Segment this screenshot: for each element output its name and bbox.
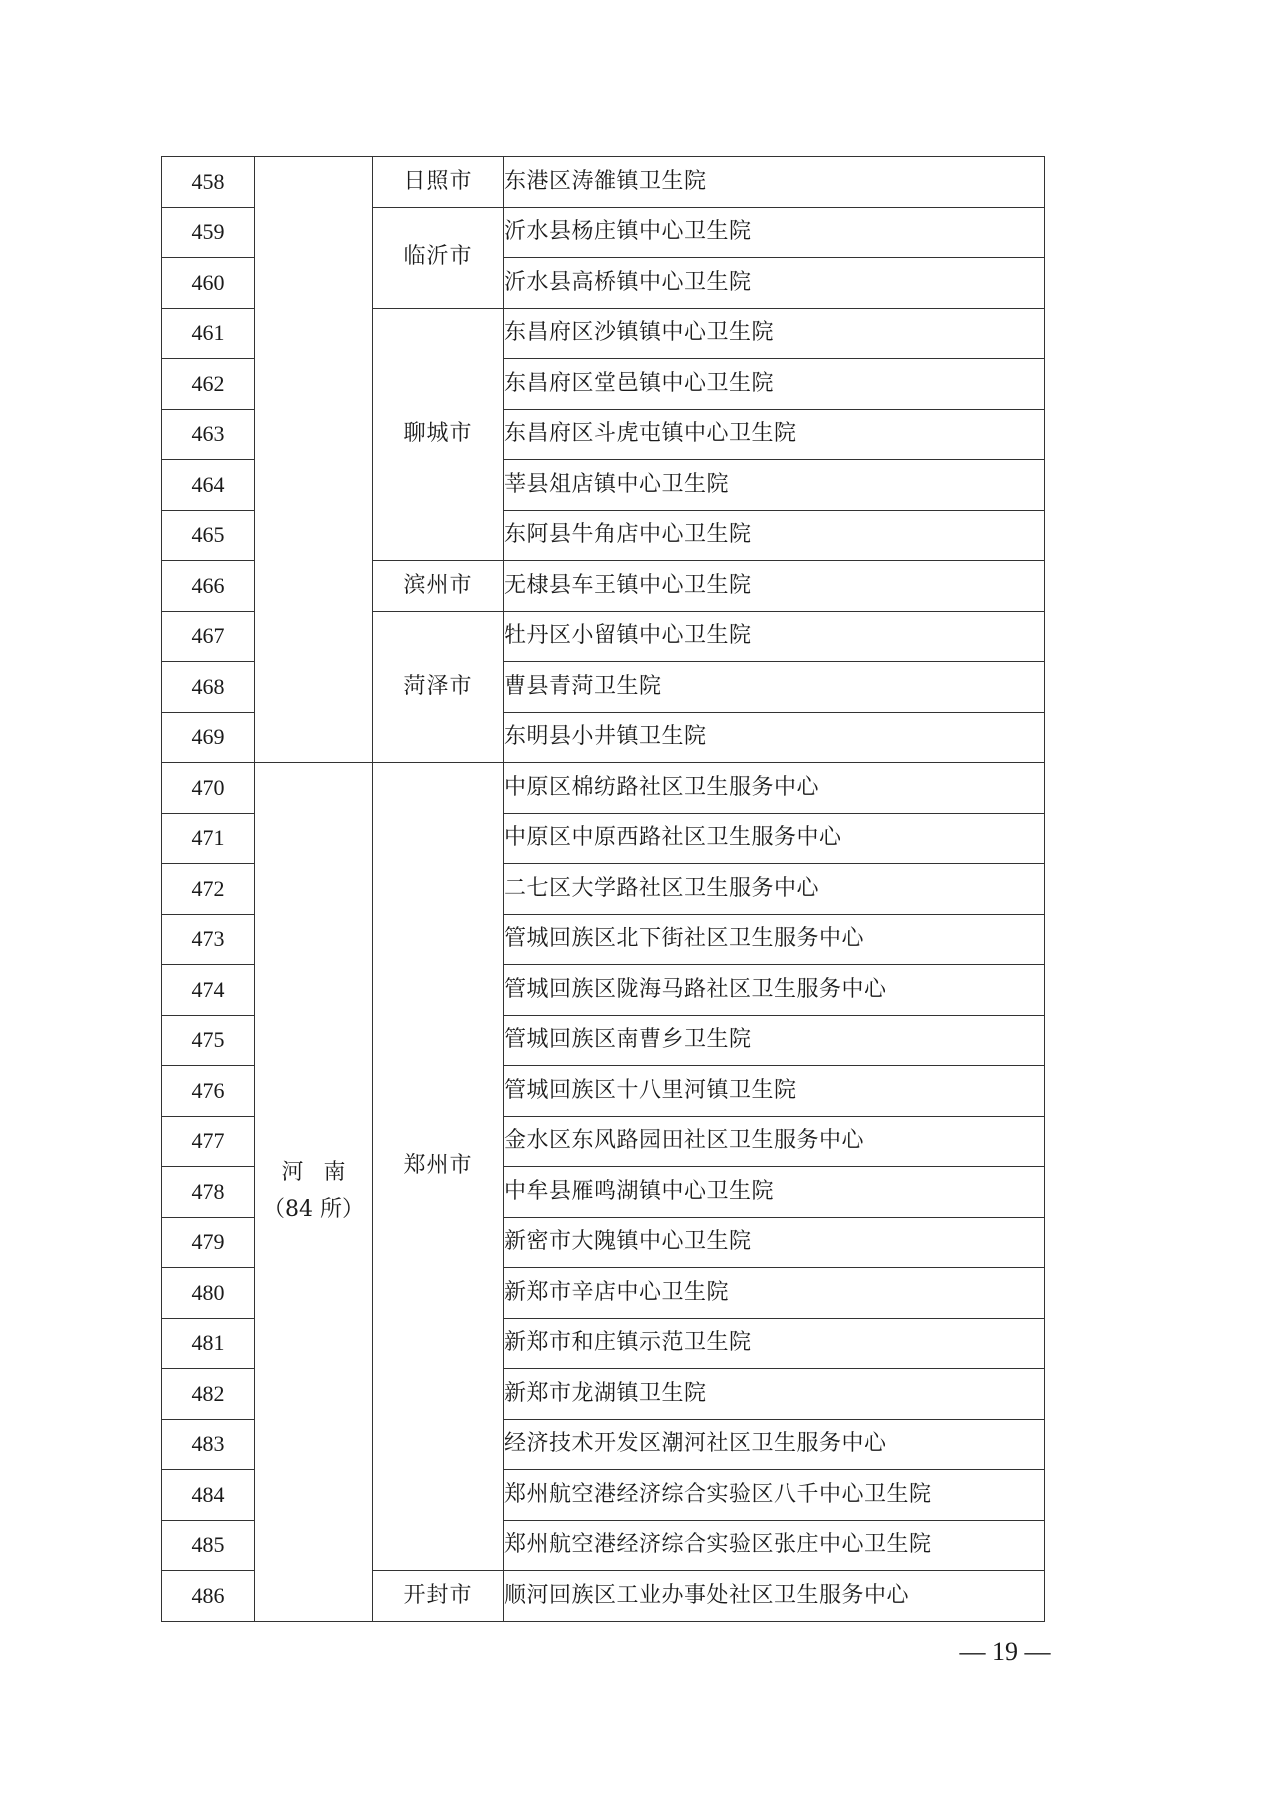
row-number: 475 <box>162 1015 255 1066</box>
institution-name: 顺河回族区工业办事处社区卫生服务中心 <box>504 1571 1045 1622</box>
institution-name: 郑州航空港经济综合实验区张庄中心卫生院 <box>504 1520 1045 1571</box>
city-cell-heze: 菏泽市 <box>373 611 504 763</box>
institution-name: 东明县小井镇卫生院 <box>504 712 1045 763</box>
row-number: 459 <box>162 207 255 258</box>
row-number: 460 <box>162 258 255 309</box>
row-number: 469 <box>162 712 255 763</box>
row-number: 463 <box>162 409 255 460</box>
row-number: 483 <box>162 1419 255 1470</box>
row-number: 472 <box>162 864 255 915</box>
row-number: 464 <box>162 460 255 511</box>
row-number: 480 <box>162 1268 255 1319</box>
row-number: 470 <box>162 763 255 814</box>
page-number: — 19 — <box>959 1637 1051 1666</box>
institution-name: 中牟县雁鸣湖镇中心卫生院 <box>504 1167 1045 1218</box>
row-number: 462 <box>162 359 255 410</box>
row-number: 481 <box>162 1318 255 1369</box>
institution-name: 沂水县高桥镇中心卫生院 <box>504 258 1045 309</box>
row-number: 466 <box>162 561 255 612</box>
institution-name: 二七区大学路社区卫生服务中心 <box>504 864 1045 915</box>
hospital-list-table <box>161 156 1045 1622</box>
city-cell-kaifeng: 开封市 <box>373 1571 504 1622</box>
institution-name: 郑州航空港经济综合实验区八千中心卫生院 <box>504 1470 1045 1521</box>
institution-name: 新郑市龙湖镇卫生院 <box>504 1369 1045 1420</box>
institution-name: 新密市大隗镇中心卫生院 <box>504 1217 1045 1268</box>
row-number: 486 <box>162 1571 255 1622</box>
institution-name: 东阿县牛角店中心卫生院 <box>504 510 1045 561</box>
province-cell-shandong <box>255 157 373 763</box>
row-number: 482 <box>162 1369 255 1420</box>
institution-name: 管城回族区南曹乡卫生院 <box>504 1015 1045 1066</box>
row-number: 467 <box>162 611 255 662</box>
row-number: 478 <box>162 1167 255 1218</box>
row-number: 461 <box>162 308 255 359</box>
institution-name: 牡丹区小留镇中心卫生院 <box>504 611 1045 662</box>
row-number: 476 <box>162 1066 255 1117</box>
row-number: 474 <box>162 965 255 1016</box>
row-number: 458 <box>162 157 255 208</box>
institution-name: 东港区涛雒镇卫生院 <box>504 157 1045 208</box>
province-cell-henan <box>255 763 373 1622</box>
institution-name: 沂水县杨庄镇中心卫生院 <box>504 207 1045 258</box>
institution-name: 中原区中原西路社区卫生服务中心 <box>504 813 1045 864</box>
city-cell-rizhao: 日照市 <box>373 157 504 208</box>
row-number: 468 <box>162 662 255 713</box>
city-cell-liaocheng: 聊城市 <box>373 308 504 561</box>
province-name: 河南 <box>281 1160 366 1186</box>
institution-name: 中原区棉纺路社区卫生服务中心 <box>504 763 1045 814</box>
row-number: 485 <box>162 1520 255 1571</box>
city-cell-linyi: 临沂市 <box>373 207 504 308</box>
institution-name: 金水区东风路园田社区卫生服务中心 <box>504 1116 1045 1167</box>
row-number: 471 <box>162 813 255 864</box>
city-cell-zhengzhou: 郑州市 <box>373 763 504 1571</box>
table-row <box>162 157 1045 208</box>
institution-name: 曹县青菏卫生院 <box>504 662 1045 713</box>
row-number: 465 <box>162 510 255 561</box>
institution-name: 经济技术开发区潮河社区卫生服务中心 <box>504 1419 1045 1470</box>
institution-name: 管城回族区北下街社区卫生服务中心 <box>504 914 1045 965</box>
row-number: 479 <box>162 1217 255 1268</box>
institution-name: 东昌府区堂邑镇中心卫生院 <box>504 359 1045 410</box>
row-number: 484 <box>162 1470 255 1521</box>
table-row <box>162 763 1045 814</box>
institution-name: 东昌府区沙镇镇中心卫生院 <box>504 308 1045 359</box>
institution-name: 莘县俎店镇中心卫生院 <box>504 460 1045 511</box>
institution-name: 东昌府区斗虎屯镇中心卫生院 <box>504 409 1045 460</box>
province-count: （84 所） <box>263 1196 364 1222</box>
row-number: 473 <box>162 914 255 965</box>
institution-name: 管城回族区十八里河镇卫生院 <box>504 1066 1045 1117</box>
institution-name: 无棣县车王镇中心卫生院 <box>504 561 1045 612</box>
institution-name: 新郑市和庄镇示范卫生院 <box>504 1318 1045 1369</box>
institution-name: 管城回族区陇海马路社区卫生服务中心 <box>504 965 1045 1016</box>
row-number: 477 <box>162 1116 255 1167</box>
institution-name: 新郑市辛店中心卫生院 <box>504 1268 1045 1319</box>
city-cell-binzhou: 滨州市 <box>373 561 504 612</box>
